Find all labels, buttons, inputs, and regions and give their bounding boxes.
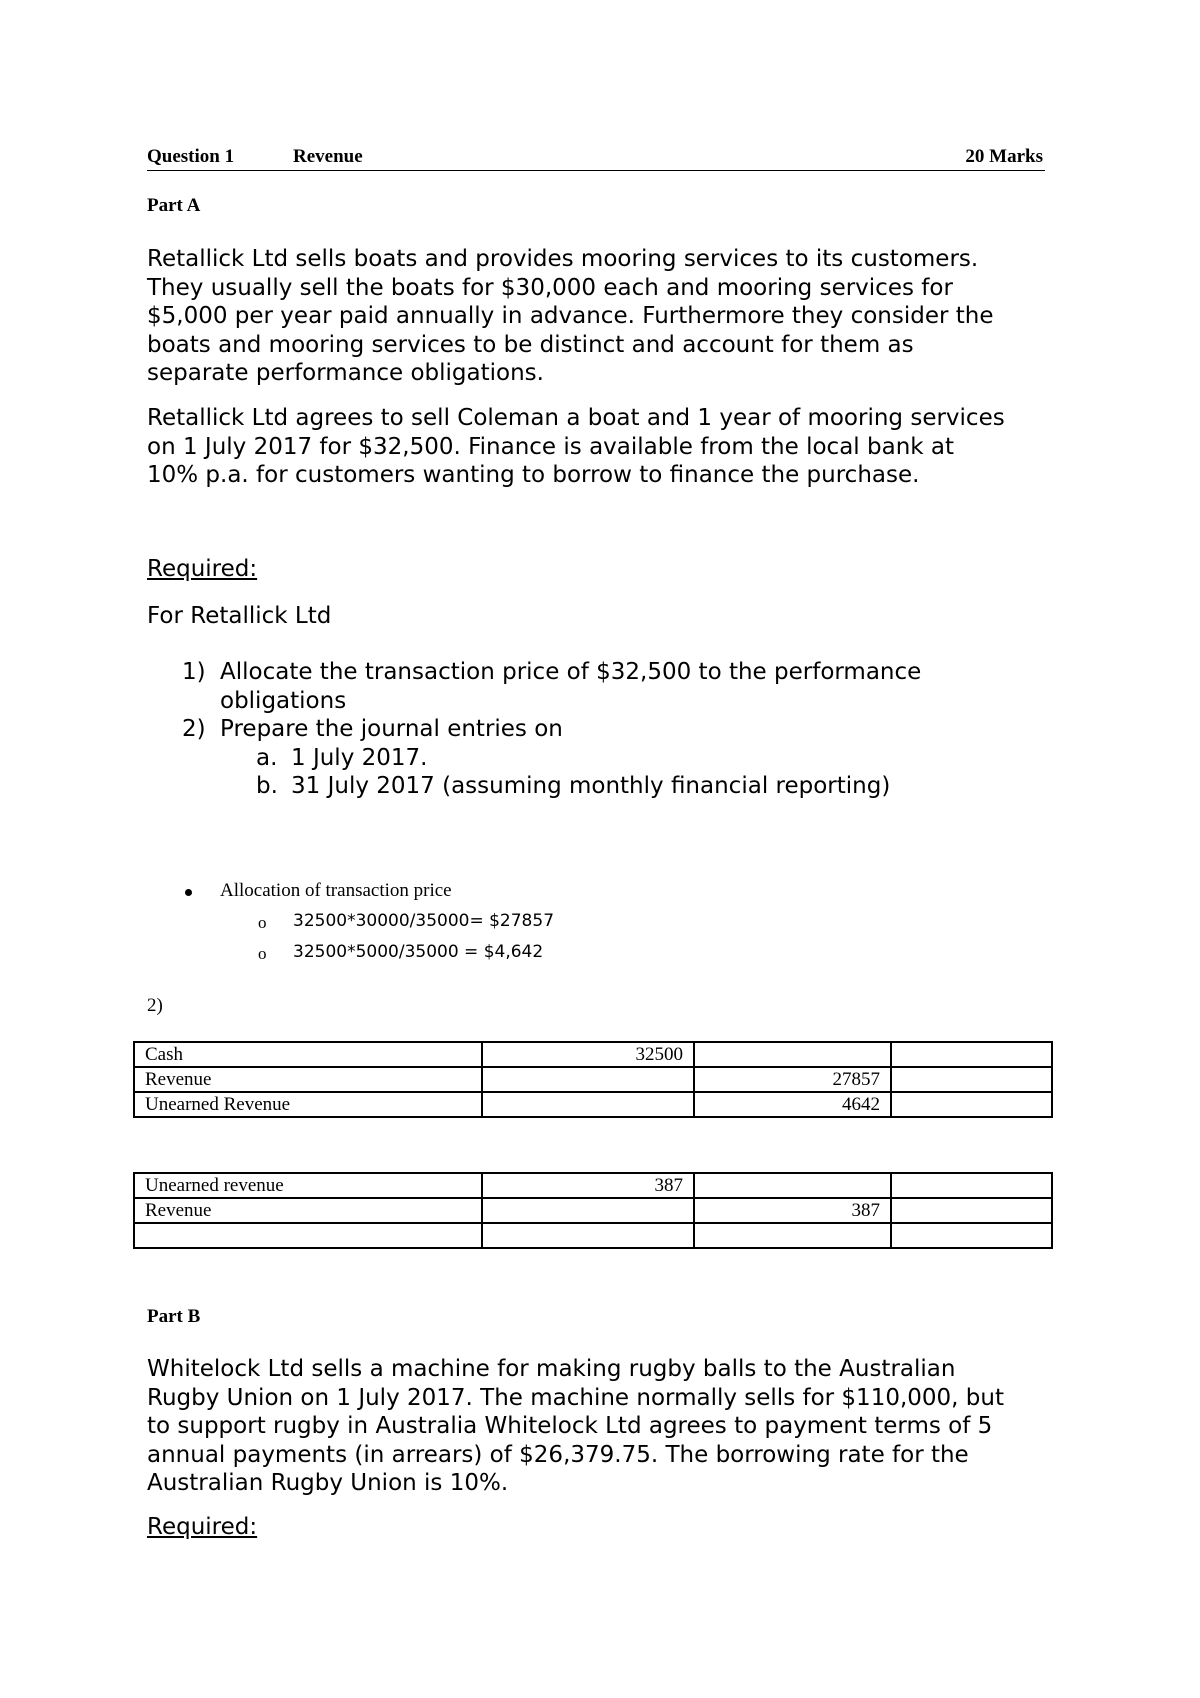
extra-cell bbox=[891, 1223, 1052, 1248]
credit-cell bbox=[694, 1223, 891, 1248]
sub-bullet-icon: o bbox=[258, 913, 267, 932]
requirement-marker: 2) bbox=[182, 716, 206, 742]
credit-cell: 4642 bbox=[694, 1092, 891, 1117]
sub-bullet-icon: o bbox=[258, 944, 267, 963]
extra-cell bbox=[891, 1067, 1052, 1092]
credit-cell bbox=[694, 1173, 891, 1198]
requirement-text-line: Prepare the journal entries on bbox=[220, 716, 563, 742]
calculation-line: 32500*30000/35000= $27857 bbox=[293, 911, 555, 931]
sub-requirement-text: 31 July 2017 (assuming monthly financial reporting) bbox=[291, 773, 891, 799]
account-cell: Cash bbox=[134, 1042, 482, 1067]
sub-requirement-b bbox=[256, 772, 890, 801]
sub-requirement-a bbox=[256, 744, 427, 773]
text-line: 10% p.a. for customers wanting to borrow to finance the purchase. bbox=[147, 462, 920, 488]
debit-cell bbox=[482, 1198, 694, 1223]
credit-cell: 387 bbox=[694, 1198, 891, 1223]
extra-cell bbox=[891, 1042, 1052, 1067]
required-label: Required: bbox=[147, 556, 258, 582]
text-line: Australian Rugby Union is 10%. bbox=[147, 1470, 509, 1496]
question-topic: Revenue bbox=[293, 146, 363, 167]
requirement-text-line: Allocate the transaction price of $32,500 to the performance bbox=[220, 659, 922, 685]
part-2-label: 2) bbox=[147, 995, 163, 1016]
extra-cell bbox=[891, 1173, 1052, 1198]
account-cell: Revenue bbox=[134, 1198, 482, 1223]
part-a-heading: Part A bbox=[147, 195, 201, 216]
text-line: $5,000 per year paid annually in advance. Furthermore they consider the bbox=[147, 303, 994, 329]
credit-cell bbox=[694, 1042, 891, 1067]
sub-requirement-marker: b. bbox=[256, 773, 278, 799]
extra-cell bbox=[891, 1092, 1052, 1117]
table-row bbox=[134, 1173, 1052, 1198]
text-line: separate performance obligations. bbox=[147, 360, 544, 386]
sub-requirement-marker: a. bbox=[256, 745, 278, 771]
part-b-heading: Part B bbox=[147, 1306, 201, 1327]
credit-cell: 27857 bbox=[694, 1067, 891, 1092]
requirement-text-line: obligations bbox=[220, 687, 347, 714]
text-line: Whitelock Ltd sells a machine for making rugby balls to the Australian bbox=[147, 1356, 956, 1382]
journal-table-1 bbox=[133, 1041, 1053, 1118]
text-line: They usually sell the boats for $30,000 each and mooring services for bbox=[147, 274, 953, 301]
debit-cell: 387 bbox=[482, 1173, 694, 1198]
table-row bbox=[134, 1223, 1052, 1248]
debit-cell bbox=[482, 1223, 694, 1248]
text-line: annual payments (in arrears) of $26,379.75. The borrowing rate for the bbox=[147, 1441, 969, 1468]
bullet-icon bbox=[185, 889, 192, 896]
debit-cell bbox=[482, 1067, 694, 1092]
requirement-marker: 1) bbox=[182, 659, 206, 685]
journal-table-2 bbox=[133, 1172, 1053, 1249]
requirement-2 bbox=[182, 715, 1020, 744]
debit-cell: 32500 bbox=[482, 1042, 694, 1067]
table-row bbox=[134, 1092, 1052, 1117]
account-cell: Unearned revenue bbox=[134, 1173, 482, 1198]
account-cell: Unearned Revenue bbox=[134, 1092, 482, 1117]
text-line: to support rugby in Australia Whitelock Ltd agrees to payment terms of 5 bbox=[147, 1413, 993, 1439]
table-row bbox=[134, 1198, 1052, 1223]
extra-cell bbox=[891, 1198, 1052, 1223]
text-line: Rugby Union on 1 July 2017. The machine normally sells for $110,000, but bbox=[147, 1384, 1004, 1411]
part-b-required-label: Required: bbox=[147, 1514, 258, 1540]
calculation-line: 32500*5000/35000 = $4,642 bbox=[293, 942, 544, 962]
account-cell bbox=[134, 1223, 482, 1248]
account-cell: Revenue bbox=[134, 1067, 482, 1092]
part-a-paragraph-2 bbox=[147, 404, 1077, 490]
text-line: Retallick Ltd agrees to sell Coleman a boat and 1 year of mooring services bbox=[147, 405, 1005, 431]
part-a-paragraph-1 bbox=[147, 245, 1077, 388]
question-marks: 20 Marks bbox=[965, 146, 1043, 167]
sub-requirement-text: 1 July 2017. bbox=[291, 745, 428, 771]
question-number: Question 1 bbox=[147, 146, 235, 167]
table-row bbox=[134, 1067, 1052, 1092]
debit-cell bbox=[482, 1092, 694, 1117]
requirement-1 bbox=[182, 658, 1020, 715]
text-line: boats and mooring services to be distinct and account for them as bbox=[147, 331, 914, 358]
allocation-heading: Allocation of transaction price bbox=[220, 880, 452, 901]
text-line: Retallick Ltd sells boats and provides mooring services to its customers. bbox=[147, 246, 979, 272]
for-line: For Retallick Ltd bbox=[147, 603, 332, 629]
table-row bbox=[134, 1042, 1052, 1067]
part-b-paragraph bbox=[147, 1355, 1077, 1498]
question-header bbox=[147, 146, 1045, 171]
text-line: on 1 July 2017 for $32,500. Finance is available from the local bank at bbox=[147, 433, 955, 460]
